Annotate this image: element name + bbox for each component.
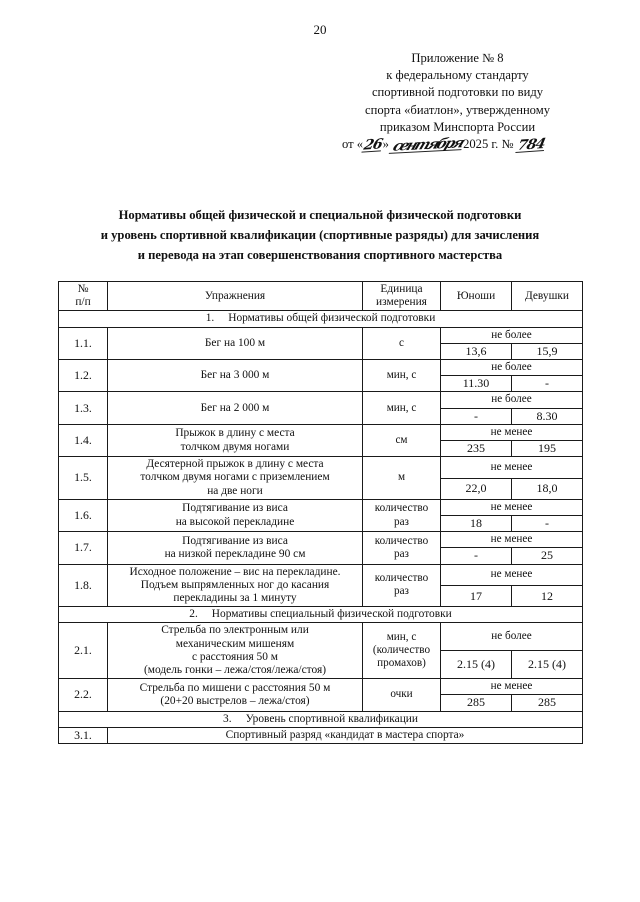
section-heading — [59, 607, 583, 623]
column-header-unit-line1: Единица — [380, 283, 423, 295]
row-exercise-line-2: (20+20 выстрелов – лежа/стоя) — [160, 694, 310, 707]
table-row — [59, 679, 583, 695]
table-row — [59, 564, 583, 585]
row-value-girls: - — [512, 516, 583, 532]
row-unit-line-2: раз — [394, 515, 409, 528]
row-unit-line-3: промахов) — [377, 657, 426, 670]
standards-table — [58, 281, 583, 744]
row-value-boys: - — [441, 548, 512, 564]
row-exercise-line-2: на низкой перекладине 90 см — [164, 547, 306, 560]
row-unit-line-1: мин, с — [386, 631, 417, 644]
row-value-boys: 11.30 — [441, 376, 512, 392]
table-row-qualification — [59, 727, 583, 743]
table-row — [59, 392, 583, 408]
section-number: 3. — [223, 712, 232, 725]
row-unit-line-1: с — [399, 336, 404, 349]
row-unit-line-1: очки — [390, 688, 413, 701]
table-row — [59, 532, 583, 548]
appendix-line-4: спорта «биатлон», утвержденному — [364, 102, 551, 117]
row-exercise-line-2: толчком двумя ногами — [180, 440, 290, 453]
row-exercise — [108, 457, 363, 500]
row-limit-label: не менее — [441, 532, 583, 548]
page-title-line-3: и перевода на этап совершенствования спортивного мастерства — [137, 248, 503, 262]
section-heading — [59, 711, 583, 727]
row-limit-label: не более — [441, 623, 583, 651]
row-exercise — [108, 392, 363, 424]
row-exercise-line-1: Стрельба по электронным или — [161, 624, 309, 637]
row-unit — [363, 424, 441, 456]
row-unit-line-2: раз — [394, 547, 409, 560]
row-number: 1.6. — [59, 499, 108, 531]
row-number: 1.3. — [59, 392, 108, 424]
row-exercise-line-2: толчком двумя ногами с приземлением — [140, 471, 330, 484]
appendix-reference-block — [330, 50, 585, 153]
row-value-girls: 12 — [512, 585, 583, 606]
row-exercise — [108, 327, 363, 359]
row-exercise-line-2: на высокой перекладине — [175, 515, 295, 528]
row-unit-line-2: раз — [394, 585, 409, 598]
row-exercise-line-3: с расстояния 50 м — [191, 650, 279, 663]
column-header-girls: Девушки — [512, 282, 583, 311]
row-exercise-line-1: Бег на 3 000 м — [200, 369, 270, 382]
row-value-boys: 13,6 — [441, 343, 512, 359]
column-header-number — [59, 282, 108, 311]
row-exercise-line-1: Бег на 2 000 м — [200, 401, 270, 414]
section-label: Нормативы специальный физической подготовки — [211, 608, 452, 621]
row-unit-line-1: см — [395, 433, 408, 446]
qualification-number: 3.1. — [59, 727, 108, 743]
row-value-boys: 285 — [441, 695, 512, 711]
row-limit-label: не менее — [441, 564, 583, 585]
row-value-girls: 8.30 — [512, 408, 583, 424]
date-prefix: от « — [342, 137, 364, 152]
row-unit — [363, 679, 441, 711]
row-exercise-line-1: Подтягивание из виса — [182, 502, 288, 515]
row-number: 1.4. — [59, 424, 108, 456]
row-value-boys: 18 — [441, 516, 512, 532]
handwritten-order-number: 784 — [515, 136, 546, 154]
table-body — [59, 311, 583, 744]
appendix-line-3: спортивной подготовки по виду — [371, 85, 544, 100]
row-exercise-line-2: механическим мишеням — [175, 637, 295, 650]
row-value-girls: 25 — [512, 548, 583, 564]
row-limit-label: не менее — [441, 499, 583, 515]
row-unit-line-1: количество — [374, 572, 429, 585]
row-limit-label: не менее — [441, 457, 583, 478]
row-value-girls: 2.15 (4) — [512, 651, 583, 679]
row-unit — [363, 564, 441, 607]
table-row — [59, 457, 583, 478]
table-row — [59, 360, 583, 376]
date-quote-close: » — [382, 137, 389, 152]
column-header-number-line1: № — [77, 283, 89, 295]
row-limit-label: не более — [441, 392, 583, 408]
appendix-line-5: приказом Минспорта России — [379, 119, 536, 134]
column-header-unit — [363, 282, 441, 311]
row-value-girls: 195 — [512, 441, 583, 457]
row-value-girls: - — [512, 376, 583, 392]
row-number: 1.1. — [59, 327, 108, 359]
row-unit — [363, 327, 441, 359]
table-section-row — [59, 607, 583, 623]
row-unit — [363, 623, 441, 679]
row-unit — [363, 457, 441, 500]
column-header-boys: Юноши — [441, 282, 512, 311]
table-row — [59, 499, 583, 515]
section-number: 2. — [189, 608, 198, 621]
table-header-row — [59, 282, 583, 311]
row-exercise-line-1: Десятерной прыжок в длину с места — [146, 458, 324, 471]
row-exercise — [108, 360, 363, 392]
row-exercise-line-4: (модель гонки – лежа/стоя/лежа/стоя) — [144, 664, 326, 677]
section-label: Нормативы общей физической подготовки — [228, 312, 436, 325]
row-unit-line-2: (количество — [372, 644, 431, 657]
row-exercise — [108, 424, 363, 456]
row-value-girls: 15,9 — [512, 343, 583, 359]
row-unit — [363, 392, 441, 424]
row-unit — [363, 532, 441, 564]
handwritten-day: 26 — [362, 136, 384, 154]
row-exercise — [108, 623, 363, 679]
row-exercise-line-1: Бег на 100 м — [204, 336, 266, 349]
row-number: 1.2. — [59, 360, 108, 392]
row-limit-label: не менее — [441, 424, 583, 440]
page-number: 20 — [313, 22, 327, 37]
row-unit-line-1: м — [397, 471, 406, 484]
row-unit — [363, 360, 441, 392]
row-exercise-line-2: Подъем выпрямленных ног до касания — [140, 578, 330, 591]
table-section-row — [59, 311, 583, 327]
row-value-girls: 285 — [512, 695, 583, 711]
page-title-line-2: и уровень спортивной квалификации (спортивные разряды) для зачисления — [100, 228, 540, 242]
date-year: 2025 г. № — [463, 137, 514, 152]
row-value-boys: - — [441, 408, 512, 424]
row-unit-line-1: количество — [374, 534, 429, 547]
row-exercise — [108, 564, 363, 607]
appendix-line-2: к федеральному стандарту — [386, 68, 529, 83]
row-value-boys: 2.15 (4) — [441, 651, 512, 679]
handwritten-month: сентября — [390, 135, 466, 155]
row-number: 1.8. — [59, 564, 108, 607]
row-limit-label: не более — [441, 327, 583, 343]
row-number: 1.7. — [59, 532, 108, 564]
row-exercise-line-3: перекладины за 1 минуту — [173, 592, 297, 605]
page-title-line-1: Нормативы общей физической и специальной физической подготовки — [118, 208, 522, 222]
qualification-text: Спортивный разряд «кандидат в мастера спорта» — [108, 727, 583, 743]
row-exercise — [108, 532, 363, 564]
column-header-exercise: Упражнения — [108, 282, 363, 311]
row-unit-line-1: мин, с — [386, 401, 417, 414]
row-exercise-line-1: Исходное положение – вис на перекладине. — [129, 565, 341, 578]
section-label: Уровень спортивной квалификации — [245, 712, 418, 725]
row-exercise-line-1: Стрельба по мишени с расстояния 50 м — [139, 681, 331, 694]
row-exercise-line-1: Прыжок в длину с места — [175, 427, 295, 440]
table-section-row — [59, 711, 583, 727]
column-header-number-line2: п/п — [75, 296, 91, 309]
row-exercise-line-1: Подтягивание из виса — [182, 534, 288, 547]
row-unit — [363, 499, 441, 531]
row-value-boys: 22,0 — [441, 478, 512, 499]
row-value-boys: 17 — [441, 585, 512, 606]
page-title — [58, 205, 582, 265]
column-header-unit-line2: измерения — [376, 296, 427, 309]
appendix-dateline — [330, 136, 585, 153]
row-value-girls: 18,0 — [512, 478, 583, 499]
row-value-boys: 235 — [441, 441, 512, 457]
row-limit-label: не более — [441, 360, 583, 376]
table-row — [59, 623, 583, 651]
row-number: 2.2. — [59, 679, 108, 711]
row-exercise-line-3: на две ноги — [207, 484, 263, 497]
row-exercise — [108, 679, 363, 711]
row-number: 1.5. — [59, 457, 108, 500]
row-exercise — [108, 499, 363, 531]
table-row — [59, 327, 583, 343]
row-unit-line-1: количество — [374, 502, 429, 515]
row-number: 2.1. — [59, 623, 108, 679]
section-number: 1. — [205, 312, 215, 325]
table-row — [59, 424, 583, 440]
appendix-title: Приложение № 8 — [411, 51, 504, 65]
row-limit-label: не менее — [441, 679, 583, 695]
section-heading — [59, 311, 583, 327]
row-unit-line-1: мин, с — [386, 369, 417, 382]
